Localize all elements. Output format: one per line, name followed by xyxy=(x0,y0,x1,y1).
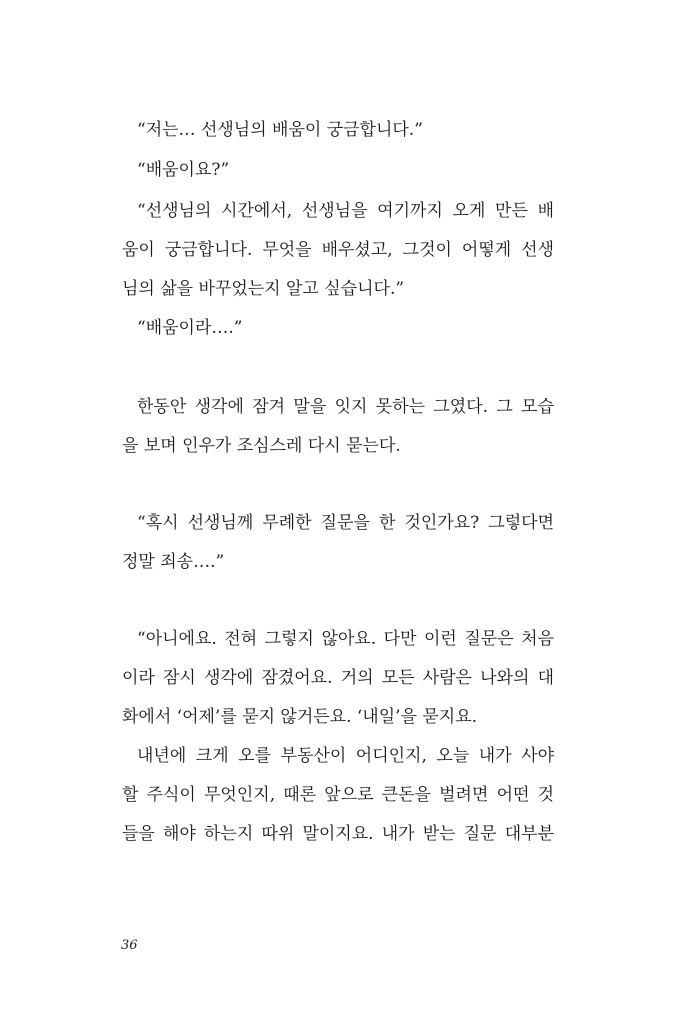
text-line: 한동안 생각에 잠겨 말을 잇지 못하는 그였다. 그 모습 xyxy=(137,397,554,417)
text-line: “선생님의 시간에서, 선생님을 여기까지 오게 만든 배 xyxy=(137,201,554,221)
text-line: 내년에 크게 오를 부동산이 어디인지, 오늘 내가 사야 xyxy=(137,746,554,766)
text-line: 을 보며 인우가 조심스레 다시 묻는다. xyxy=(122,436,401,456)
text-line: “배움이요?” xyxy=(137,160,230,180)
text-line: “혹시 선생님께 무례한 질문을 한 것인가요? 그렇다면 xyxy=(137,513,554,533)
text-line: 정말 죄송….” xyxy=(122,552,225,572)
text-line: 님의 삶을 바꾸었는지 알고 싶습니다.” xyxy=(122,279,405,299)
text-line: 움이 궁금합니다. 무엇을 배우셨고, 그것이 어떻게 선생 xyxy=(122,240,554,260)
text-line: 화에서 ‘어제’를 묻지 않거든요. ‘내일’을 묻지요. xyxy=(122,707,478,727)
text-line: 할 주식이 무엇인지, 때론 앞으로 큰돈을 벌려면 어떤 것 xyxy=(122,785,554,805)
page-number: 36 xyxy=(121,938,138,953)
text-line: “저는… 선생님의 배움이 궁금합니다.” xyxy=(137,120,423,140)
text-line: “아니에요. 전혀 그렇지 않아요. 다만 이런 질문은 처음 xyxy=(137,629,554,649)
text-line: “배움이라….” xyxy=(137,318,243,338)
text-line: 이라 잠시 생각에 잠겼어요. 거의 모든 사람은 나와의 대 xyxy=(122,668,554,688)
text-line: 들을 해야 하는지 따위 말이지요. 내가 받는 질문 대부분 xyxy=(122,824,554,844)
